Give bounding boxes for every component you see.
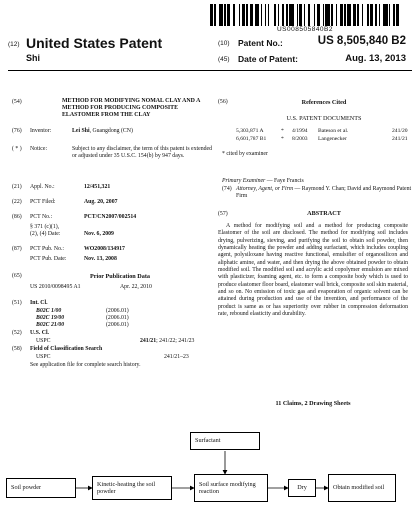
invention-title: METHOD FOR MODIFYING NOMAL CLAY AND A METHOD FOR PRODUCING COMPOSITE ELASTOMER FROM THE CLAY: [62, 98, 200, 118]
examiner-name: — Faye Francis: [265, 178, 304, 184]
pct-no-label: PCT No.:: [30, 214, 53, 220]
date-of-patent: Aug. 13, 2013: [345, 53, 406, 64]
code-12: (12): [8, 41, 20, 48]
int-cl-class: B02C 19/00: [36, 315, 65, 321]
ref-date: 4/1994: [292, 128, 308, 134]
code-54: (54): [12, 99, 22, 105]
ref-number: 5,303,871 A: [236, 128, 264, 134]
us-cl-label: U.S. Cl.: [30, 330, 50, 336]
field-search-note: See application file for complete search history.: [30, 362, 141, 368]
barcode-bar: [396, 4, 399, 26]
surface-modifying-box: Soil surface modifying reaction: [194, 474, 268, 502]
code-76: (76): [12, 128, 22, 134]
code-74: (74): [222, 186, 232, 192]
attorney-label: Attorney, Agent, or Firm: [236, 186, 294, 192]
code-58: (58): [12, 346, 22, 352]
barcode-number: US008505840B2: [276, 26, 333, 33]
ref-star: *: [281, 128, 284, 134]
code-86: (86): [12, 214, 22, 220]
pct-pub-no: WO2008/134917: [84, 246, 125, 252]
pct-pub-no-label: PCT Pub. No.:: [30, 246, 65, 252]
inventor-surname: Shi: [26, 53, 41, 63]
code-87: (87): [12, 246, 22, 252]
ref-name: Langenecker: [318, 136, 347, 142]
int-cl-label: Int. Cl.: [30, 300, 48, 306]
code-57: (57): [218, 211, 228, 217]
prior-pub-date: Apr. 22, 2010: [120, 284, 152, 290]
pct-filed-label: PCT Filed:: [30, 199, 56, 205]
patent-number: US 8,505,840 B2: [317, 35, 406, 47]
patent-no-label: Patent No.:: [238, 38, 283, 48]
barcode-image: [210, 4, 400, 26]
int-cl-class: B02C 1/00: [36, 308, 62, 314]
field-search-value: 241/21–23: [164, 354, 189, 360]
soil-powder-box: Soil powder: [6, 478, 76, 498]
ref-date: 8/2003: [292, 136, 308, 142]
pct-pub-date-label: PCT Pub. Date:: [30, 256, 67, 262]
us-cl-rest: ; 241/22; 241/23: [156, 338, 195, 344]
s371-label-2: (2), (4) Date:: [30, 231, 61, 237]
references-heading: References Cited: [301, 99, 347, 106]
code-10: (10): [218, 40, 230, 47]
ref-name: Bateson et al.: [318, 128, 349, 134]
notice-text: Subject to any disclaimer, the term of this patent is extended or adjusted under 35 U.S.C. 154(b) by 947 days.: [72, 146, 212, 160]
s371-date: Nov. 6, 2009: [84, 231, 114, 237]
prior-pub-no: US 2010/0098495 A1: [30, 284, 81, 290]
document-type-title: United States Patent: [26, 35, 163, 51]
notice-label: Notice:: [30, 146, 48, 152]
code-45: (45): [218, 56, 230, 63]
dry-box: Dry: [288, 479, 316, 497]
inventor-label: Inventor:: [30, 128, 52, 134]
code-notice: ( * ): [12, 146, 22, 152]
ref-star: *: [281, 136, 284, 142]
obtain-modified-soil-box: Obtain modified soil: [328, 474, 396, 502]
attorney-name: — Raymond Y. Chan; David and Raymond Patent Firm: [236, 186, 412, 200]
inventor-place: , Guangdong (CN): [89, 128, 133, 134]
us-cl-primary: 241/21: [140, 338, 157, 344]
int-cl-version: (2006.01): [106, 308, 129, 314]
prior-pub-heading: Prior Publication Data: [89, 273, 151, 280]
ref-number: 6,601,787 B1: [236, 136, 267, 142]
code-21: (21): [12, 184, 22, 190]
date-of-patent-label: Date of Patent:: [238, 54, 298, 64]
int-cl-class: B02C 21/00: [36, 322, 65, 328]
examiner-line: [222, 178, 304, 184]
pct-pub-date: Nov. 13, 2008: [84, 256, 117, 262]
surfactant-box: Surfactant: [190, 432, 260, 450]
attorney-line: [236, 186, 412, 200]
pct-filed-date: Aug. 20, 2007: [84, 199, 118, 205]
inventor-name: Lei Shi: [72, 128, 90, 134]
appl-no: 12/451,321: [84, 184, 111, 190]
examiner-label: Primary Examiner: [222, 178, 266, 184]
code-22: (22): [12, 199, 22, 205]
us-cl-values: [140, 338, 194, 344]
code-56: (56): [218, 99, 228, 105]
pct-no: PCT/CN2007/002514: [84, 214, 137, 220]
code-65: (65): [12, 273, 22, 279]
ref-class: 241/21: [392, 136, 408, 142]
us-cl-prefix: USPC: [36, 338, 51, 344]
abstract-heading: ABSTRACT: [307, 210, 341, 217]
code-51: (51): [12, 300, 22, 306]
code-52: (52): [12, 330, 22, 336]
int-cl-version: (2006.01): [106, 315, 129, 321]
cited-by-examiner-note: * cited by examiner: [222, 151, 268, 157]
field-search-prefix: USPC: [36, 354, 51, 360]
kinetic-heating-box: Kinetic-heating the soil powder: [92, 476, 172, 500]
field-search-label: Field of Classification Search: [30, 346, 103, 352]
inventor-line: [72, 128, 133, 134]
header-rule: [8, 70, 412, 71]
ref-class: 241/20: [392, 128, 408, 134]
appl-no-label: Appl. No.:: [30, 184, 55, 190]
abstract-text: A method for modifying soil and a method for producing composite Elastomer of the soil are disclosed. The method for modifying soil includes drying, pulverizing, sieving, and purifying the soil to obtain soil powder, then dynamically heating the powder and adding surfactant, which includes coupling agent, polysiloxane having reactive functional, emulsifier of organosilicon and aliphatic amine, and water, and then drying the above obtained powder to obtain modified soil. The modified soil and acrylic acid copolymer emulsion are mixed with plasticizer, foaming agent, etc. to form a composite body which is used to produce elastomer floor board, elastomer wall brick, composite soil skin material, and so on. No emission of toxic gas and evaporation of organic solvent can be attained during production and use of the invention, and performance of the product is same as or has superiority over rubber in compression deformation rate, rebound elasticity and durability.: [218, 223, 408, 318]
us-docs-heading: U.S. PATENT DOCUMENTS: [286, 115, 362, 122]
int-cl-version: (2006.01): [106, 322, 129, 328]
s371-label: § 371 (c)(1),: [30, 224, 60, 230]
claims-summary: 11 Claims, 2 Drawing Sheets: [275, 400, 351, 407]
